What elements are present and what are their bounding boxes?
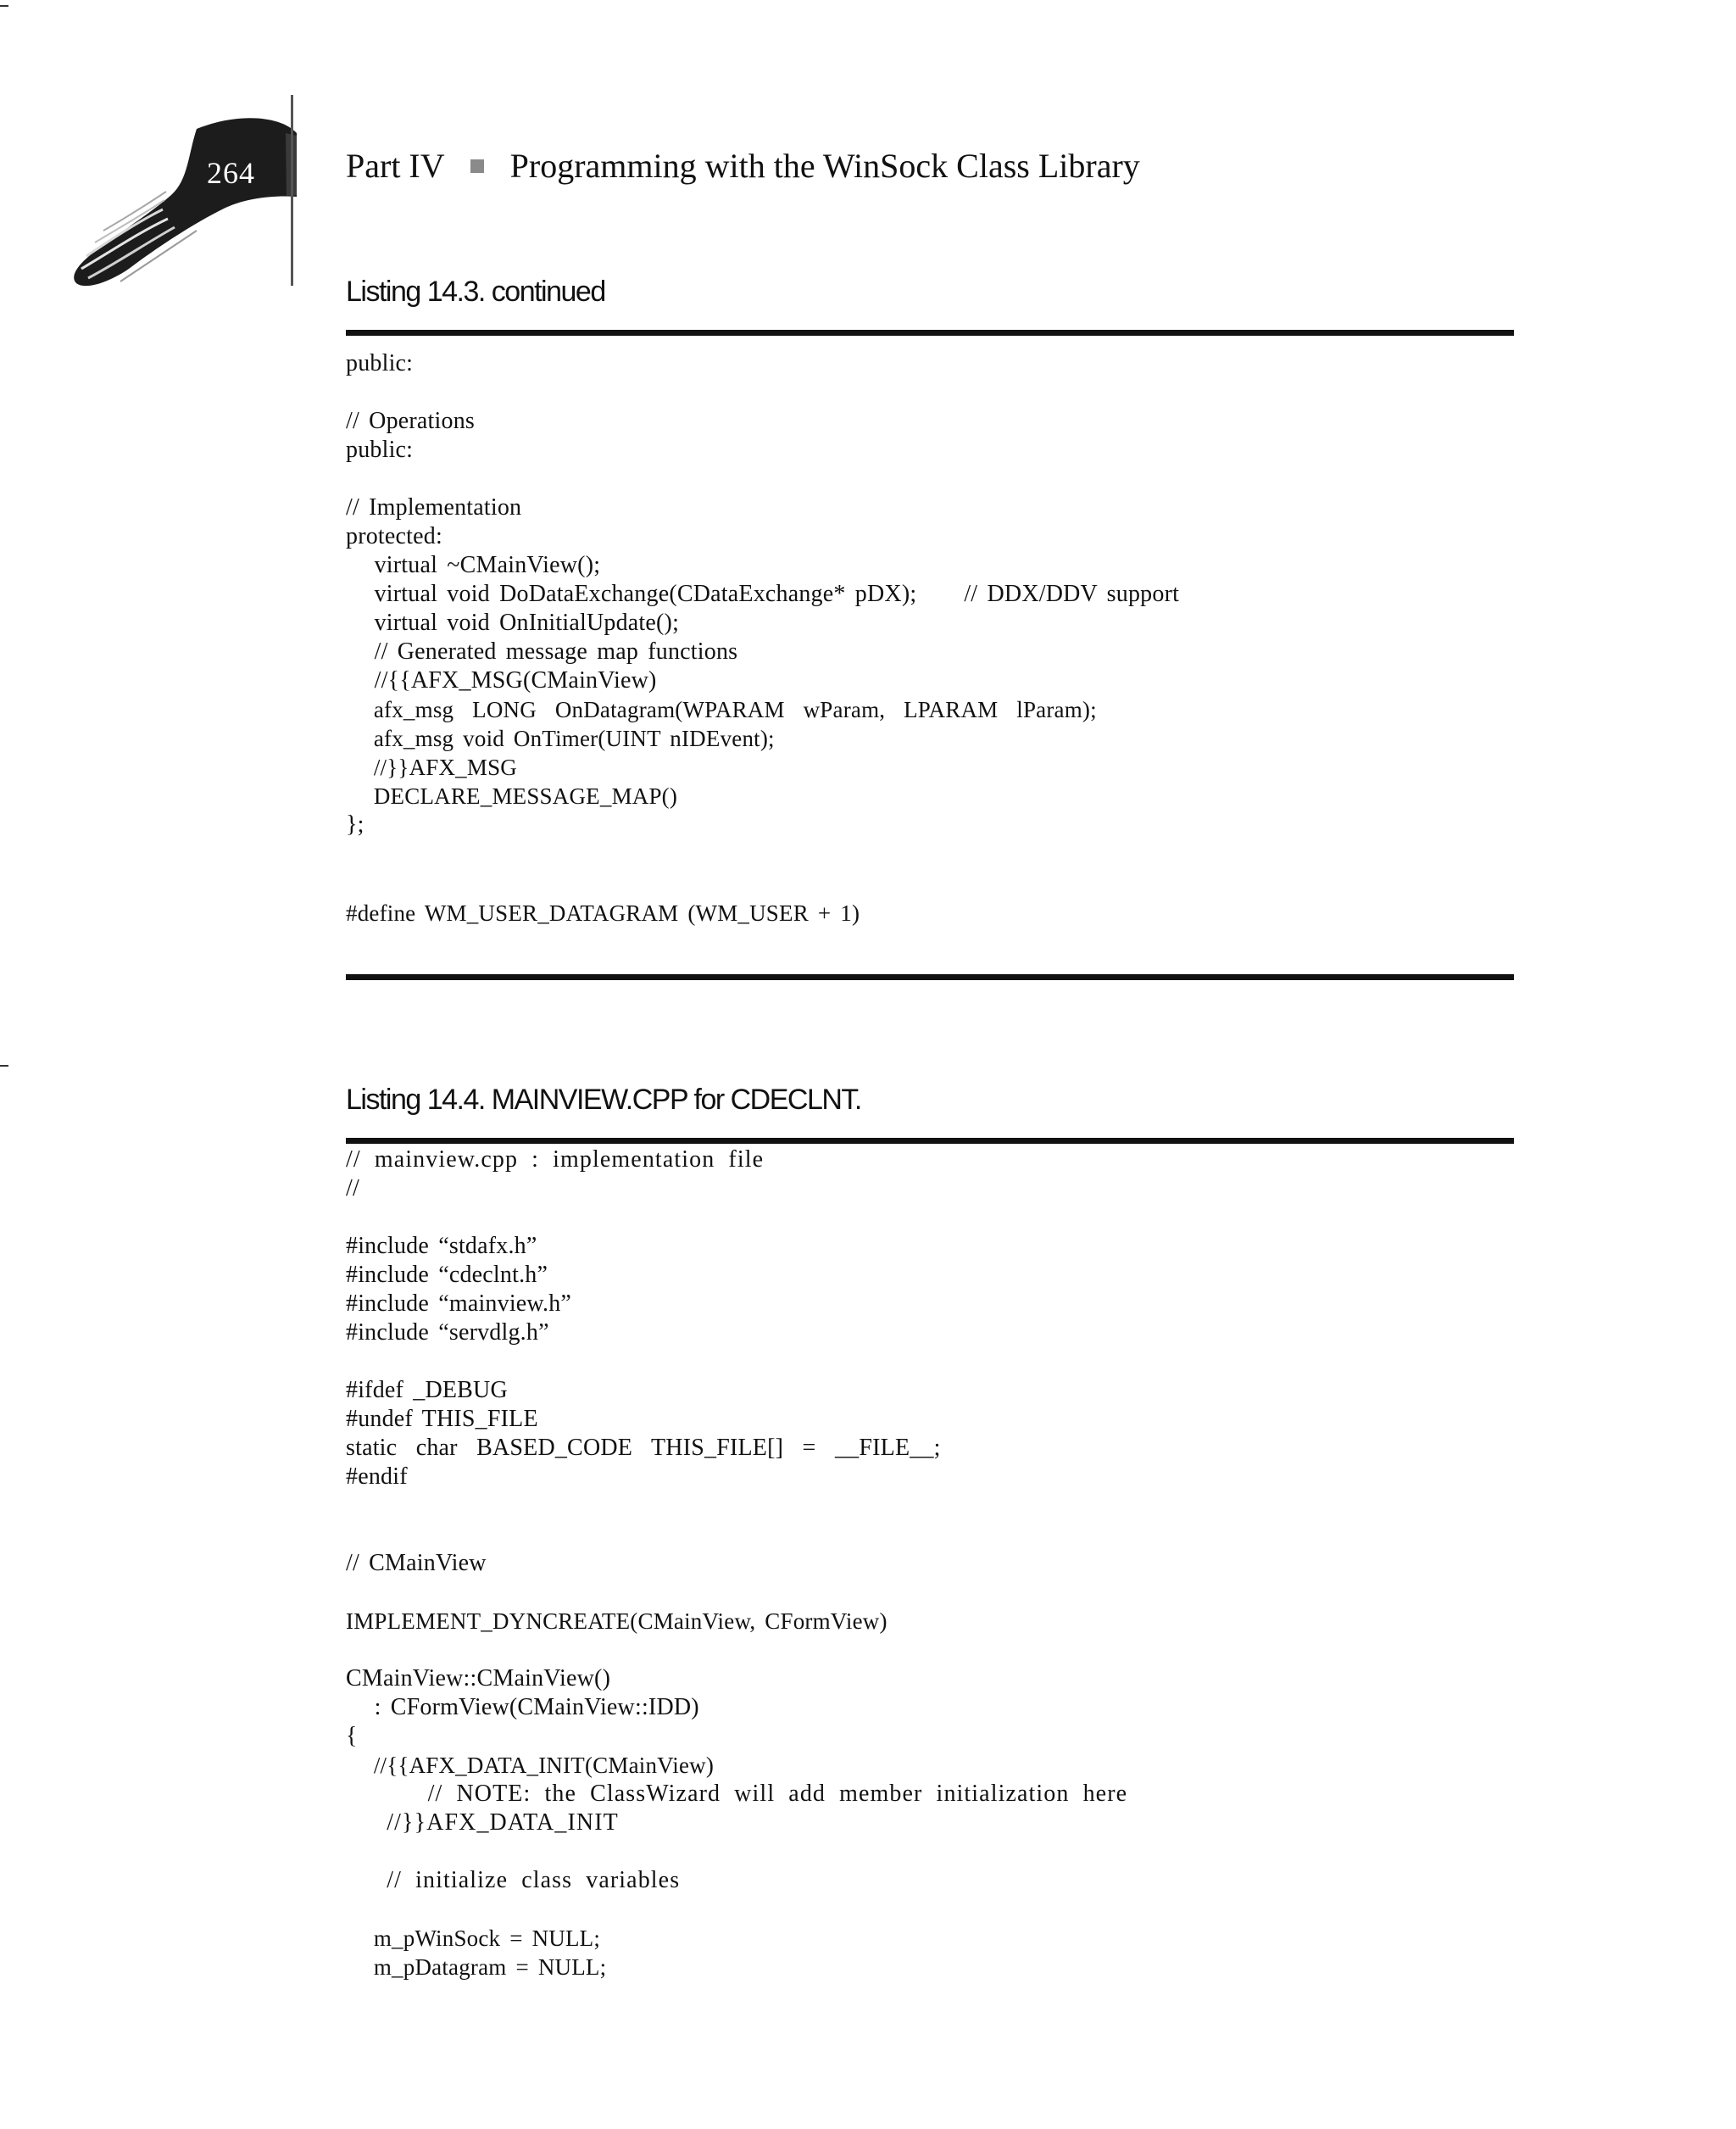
code-line: virtual void DoDataExchange(CDataExchange* pDX); // DDX/DDV support — [346, 581, 1180, 607]
code-line: #include “stdafx.h” — [346, 1233, 537, 1259]
code-line: #include “mainview.h” — [346, 1290, 572, 1317]
edge-mark-middle — [0, 1065, 8, 1067]
code-line — [346, 465, 1516, 493]
code-line: IMPLEMENT_DYNCREATE(CMainView, CFormView) — [346, 1608, 887, 1634]
code-line — [346, 1491, 1516, 1520]
code-line: static char BASED_CODE THIS_FILE[] = __FILE__; — [346, 1435, 941, 1461]
listing-top-rule — [346, 1138, 1514, 1144]
code-line: // initialize class variables — [346, 1867, 681, 1893]
listing-title: Listing 14.3. continued — [346, 276, 605, 308]
code-line: DECLARE_MESSAGE_MAP() — [346, 783, 678, 809]
code-line: // Implementation — [346, 494, 522, 521]
part-label: Part IV — [346, 147, 445, 185]
code-line: // Generated message map functions — [346, 638, 738, 665]
chapter-title: Programming with the WinSock Class Library — [509, 147, 1140, 185]
code-line: #include “cdeclnt.h” — [346, 1262, 548, 1288]
code-line — [346, 1520, 1516, 1549]
code-line: #include “servdlg.h” — [346, 1319, 549, 1346]
code-line — [346, 839, 1516, 868]
code-line: virtual void OnInitialUpdate(); — [346, 610, 680, 636]
code-line: protected: — [346, 523, 442, 549]
code-line: //{{AFX_MSG(CMainView) — [346, 667, 657, 694]
code-line: { — [346, 1723, 358, 1749]
listing-top-rule — [346, 330, 1514, 336]
page-number: 264 — [207, 156, 255, 190]
square-bullet-icon — [470, 159, 484, 173]
code-line: public: — [346, 437, 414, 463]
code-line: #ifdef _DEBUG — [346, 1377, 508, 1403]
code-line: // NOTE: the ClassWizard will add member initialization here — [346, 1781, 1128, 1807]
listing-bottom-rule — [346, 974, 1514, 980]
code-line: // mainview.cpp : implementation file — [346, 1146, 765, 1173]
feather-ornament-icon — [70, 95, 315, 298]
code-line: CMainView::CMainView() — [346, 1665, 611, 1691]
code-line: #define WM_USER_DATAGRAM (WM_USER + 1) — [346, 900, 860, 926]
listing-title: Listing 14.4. MAINVIEW.CPP for CDECLNT. — [346, 1084, 861, 1116]
code-line — [346, 1636, 1516, 1664]
code-line: afx_msg LONG OnDatagram(WPARAM wParam, LPARAM lParam); — [346, 697, 1097, 722]
code-line: }; — [346, 811, 364, 838]
code-line: // CMainView — [346, 1550, 487, 1576]
code-line: m_pDatagram = NULL; — [346, 1954, 607, 1980]
code-line — [346, 1837, 1516, 1866]
code-line — [346, 868, 1516, 897]
code-line: afx_msg void OnTimer(UINT nIDEvent); — [346, 726, 775, 751]
code-line: m_pWinSock = NULL; — [346, 1926, 601, 1951]
code-line — [346, 1895, 1516, 1924]
code-line: //}}AFX_MSG — [346, 755, 518, 780]
code-block — [346, 349, 1516, 928]
code-line — [346, 378, 1516, 407]
code-line — [346, 1578, 1516, 1607]
code-line: // Operations — [346, 408, 476, 434]
code-line — [346, 1347, 1516, 1376]
code-line: virtual ~CMainView(); — [346, 552, 601, 578]
code-line: #endif — [346, 1463, 408, 1490]
header-vertical-rule — [291, 95, 293, 286]
code-line: public: — [346, 350, 414, 376]
code-line: #undef THIS_FILE — [346, 1406, 538, 1432]
code-line: //{{AFX_DATA_INIT(CMainView) — [346, 1753, 715, 1778]
edge-mark-top — [0, 5, 8, 7]
running-head — [346, 146, 1140, 186]
code-block — [346, 1145, 1516, 1981]
code-line: : CFormView(CMainView::IDD) — [346, 1694, 699, 1720]
code-line — [346, 1203, 1516, 1232]
code-line: //}}AFX_DATA_INIT — [346, 1809, 619, 1836]
code-line: // — [346, 1175, 359, 1201]
